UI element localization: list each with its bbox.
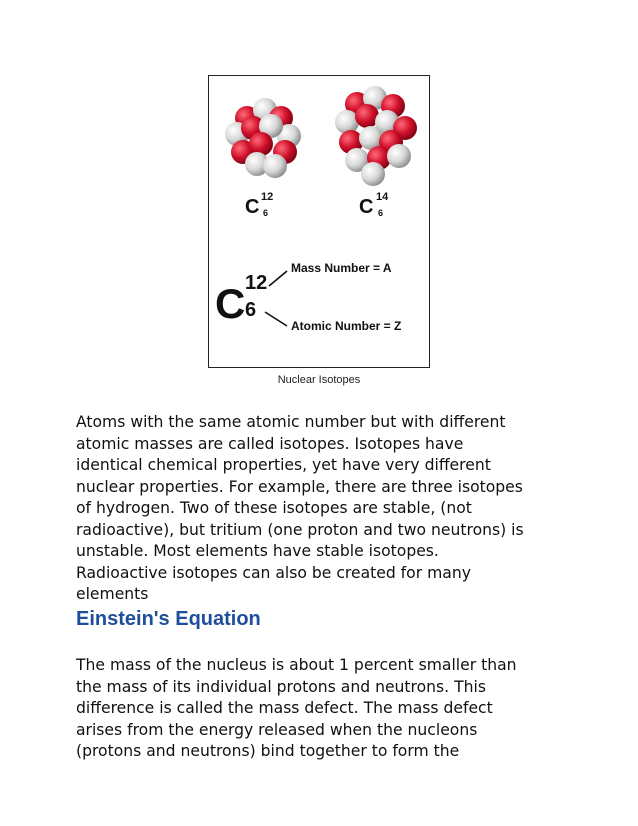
- isotope-left-atomic: 6: [263, 208, 269, 218]
- figure-caption: Nuclear Isotopes: [277, 374, 361, 386]
- text-line: the mass of its individual protons and neutrons. This: [76, 677, 486, 696]
- text-line: arises from the energy released when the nucleons: [76, 720, 478, 739]
- text-line: The mass of the nucleus is about 1 percent smaller than: [76, 656, 517, 674]
- notation-mass-number: 12: [245, 272, 268, 294]
- text-line: of hydrogen. Two of these isotopes are stable, (not: [76, 499, 472, 517]
- mass-number-label: Mass Number = A: [291, 261, 392, 275]
- text-line: Radioactive isotopes can also be created for many: [76, 563, 471, 582]
- notation-atomic-number: 6: [245, 299, 257, 321]
- isotopes-diagram: [209, 76, 431, 369]
- carbon-12-nucleus: [225, 98, 301, 178]
- text-line: nuclear properties. For example, there are three isotopes: [76, 477, 523, 496]
- atomic-number-label: Atomic Number = Z: [291, 319, 402, 333]
- section-heading: Einstein's Equation: [76, 608, 261, 630]
- mass-pointer-line: [269, 271, 287, 286]
- isotopes-paragraph: [76, 412, 576, 606]
- mass-defect-paragraph: [76, 655, 576, 763]
- text-line: elements: [76, 585, 149, 603]
- nuclear-isotopes-figure: [208, 75, 430, 368]
- text-line: identical chemical properties, yet have very different: [76, 456, 491, 474]
- atomic-pointer-line: [265, 312, 287, 326]
- text-line: atomic masses are called isotopes. Isotopes have: [76, 434, 464, 453]
- isotope-right-symbol: C: [359, 196, 374, 218]
- text-line: (protons and neutrons) bind together to form the: [76, 742, 460, 760]
- isotope-label-right: [359, 191, 389, 218]
- isotope-left-symbol: C: [245, 196, 260, 218]
- isotope-label-left: [245, 191, 273, 218]
- text-line: radioactive), but tritium (one proton and two neutrons) is: [76, 520, 524, 539]
- isotope-notation: [215, 261, 401, 333]
- text-line: unstable. Most elements have stable isotopes.: [76, 542, 439, 560]
- carbon-14-nucleus: [335, 86, 417, 186]
- isotope-right-atomic: 6: [378, 208, 384, 218]
- text-line: Atoms with the same atomic number but with different: [76, 413, 506, 431]
- isotope-right-mass: 14: [376, 191, 389, 203]
- text-line: difference is called the mass defect. The mass defect: [76, 699, 493, 717]
- isotope-left-mass: 12: [261, 191, 274, 203]
- notation-symbol: C: [215, 280, 246, 327]
